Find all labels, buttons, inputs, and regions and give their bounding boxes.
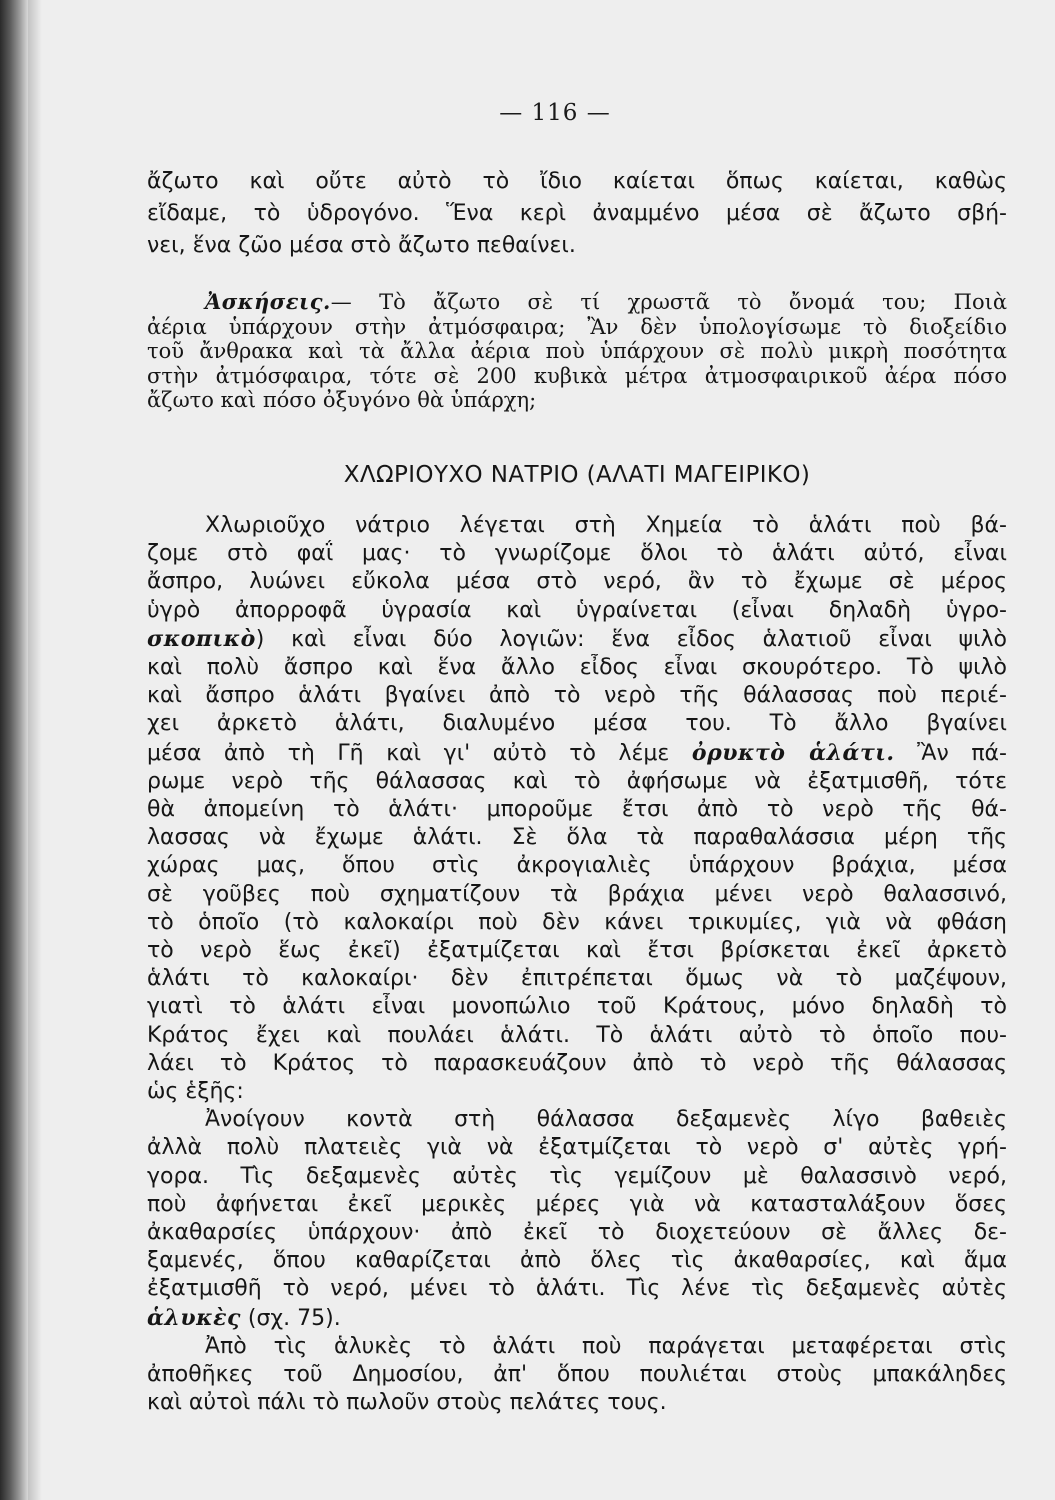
text-line: ξαμενές, ὅπου καθαρίζεται ἀπὸ ὅλες τὶς ἀκαθαρσίες, καὶ ἅμα (147, 1248, 1007, 1274)
text-line: λασσας νὰ ἔχωμε ἁλάτι. Σὲ ὅλα τὰ παραθαλάσσια μέρη τῆς (147, 825, 1007, 851)
text-line: χει ἀρκετὸ ἁλάτι, διαλυμένο μέσα του. Τὸ ἄλλο βγαίνει (147, 711, 1007, 737)
text-line: Ἀπὸ τὶς ἁλυκὲς τὸ ἁλάτι ποὺ παράγεται μεταφέρεται στὶς (205, 1333, 1007, 1359)
text-line: ὑγρὸ ἀπορροφᾶ ὑγρασία καὶ ὑγραίνεται (εἶναι δηλαδὴ ὑγρο- (147, 597, 1007, 623)
text-line: καὶ αὐτοὶ πάλι τὸ πωλοῦν στοὺς πελάτες τους. (147, 1390, 667, 1416)
text-line (147, 290, 1007, 315)
text-line (147, 1304, 1007, 1333)
text-line: ἀέρια ὑπάρχουν στὴν ἀτμόσφαιρα; Ἂν δὲν ὑπολογίσωμε τὸ διοξείδιο (147, 314, 1007, 339)
text-line: ζομε στὸ φαΐ μας· τὸ γνωρίζομε ὅλοι τὸ ἁλάτι αὐτό, εἶναι (147, 541, 1007, 567)
text-line: χώρας μας, ὅπου στὶς ἀκρογιαλιὲς ὑπάρχουν βράχια, μέσα (147, 853, 1007, 879)
text-line: τὸ νερὸ ἕως ἐκεῖ) ἐξατμίζεται καὶ ἔτσι βρίσκεται ἐκεῖ ἀρκετὸ (147, 938, 1007, 964)
text-fragment: Ἂν πά- (917, 740, 1007, 766)
text-line: ἄζωτο καὶ πόσο ὀξυγόνο θὰ ὑπάρχη; (147, 388, 537, 412)
term-hygroscopic: σκοπικὸ (147, 625, 256, 652)
exercises-paragraph (147, 290, 1007, 413)
text-line: Χλωριοῦχο νάτριο λέγεται στὴ Χημεία τὸ ἁλάτι ποὺ βά- (205, 513, 1007, 538)
text-line: τοῦ ἄνθρακα καὶ τὰ ἄλλα ἀέρια ποὺ ὑπάρχουν σὲ πολὺ μικρὴ ποσότητα (147, 339, 1007, 363)
text-line: ρωμε νερὸ τῆς θάλασσας καὶ τὸ ἀφήσωμε νὰ ἐξατμισθῆ, τότε (147, 768, 1007, 794)
text-line: Κράτος ἔχει καὶ πουλάει ἁλάτι. Τὸ ἁλάτι αὐτὸ τὸ ὁποῖο που- (147, 1022, 1007, 1048)
exercises-label: Ἀσκήσεις. (205, 290, 331, 314)
text-line: ποὺ ἀφήνεται ἐκεῖ μερικὲς μέρες γιὰ νὰ κατασταλάξουν ὅσες (147, 1191, 1007, 1217)
text-fragment: (σχ. 75). (247, 1305, 341, 1331)
text-line (147, 625, 1007, 654)
text-fragment: ) καὶ εἶναι δύο λογιῶν: ἕνα εἶδος ἁλατιοῦ εἶναι ψιλὸ (255, 626, 1007, 652)
text-line: ἀκαθαρσίες ὑπάρχουν· ἀπὸ ἐκεῖ τὸ διοχετεύουν σὲ ἄλλες δε- (147, 1220, 1007, 1246)
text-line: ἐξατμισθῆ τὸ νερό, μένει τὸ ἁλάτι. Τὶς λένε τὶς δεξαμενὲς αὐτὲς (147, 1276, 1007, 1302)
text-line: λάει τὸ Κράτος τὸ παρασκευάζουν ἀπὸ τὸ νερὸ τῆς θάλασσας (147, 1050, 1007, 1076)
text-line: θὰ ἀπομείνη τὸ ἁλάτι· μποροῦμε ἔτσι ἀπὸ τὸ νερὸ τῆς θά- (147, 797, 1007, 823)
term-salt-pans: ἁλυκὲς (147, 1304, 241, 1331)
text-line: καὶ ἄσπρο ἁλάτι βγαίνει ἀπὸ τὸ νερὸ τῆς θάλασσας ποὺ περιέ- (147, 683, 1007, 709)
text-line: καὶ πολὺ ἄσπρο καὶ ἕνα ἄλλο εἶδος εἶναι σκουρότερο. Τὸ ψιλὸ (147, 655, 1007, 681)
text-line: σὲ γοῦβες ποὺ σχηματίζουν τὰ βράχια μένει νερὸ θαλασσινό, (147, 881, 1007, 907)
section-title: ΧΛΩΡΙΟΥΧΟ ΝΑΤΡΙΟ (ΑΛΑΤΙ ΜΑΓΕΙΡΙΚΟ) (343, 462, 811, 488)
text-line: ἄσπρο, λυώνει εὔκολα μέσα στὸ νερό, ἂν τὸ ἔχωμε σὲ μέρος (147, 569, 1007, 595)
text-fragment: μέσα ἀπὸ τὴ Γῆ καὶ γι' αὐτὸ τὸ λέμε (147, 740, 670, 766)
intro-paragraph (147, 166, 1007, 262)
text-line: στὴν ἀτμόσφαιρα, τότε σὲ 200 κυβικὰ μέτρα ἀτμοσφαιρικοῦ ἀέρα πόσο (147, 363, 1007, 388)
text-line: ἁλάτι τὸ καλοκαίρι· δὲν ἐπιτρέπεται ὅμως νὰ τὸ μαζέψουν, (147, 966, 1007, 992)
text-line: γιατὶ τὸ ἁλάτι εἶναι μονοπώλιο τοῦ Κράτους, μόνο δηλαδὴ τὸ (147, 994, 1007, 1020)
exercises-first-line: — Τὸ ἄζωτο σὲ τί χρωστᾶ τὸ ὄνομά του; Ποιὰ (330, 290, 1007, 314)
text-line: εἴδαμε, τὸ ὑδρογόνο. Ἕνα κερὶ ἀναμμένο μέσα σὲ ἄζωτο σβή- (147, 201, 1007, 226)
text-line: νει, ἕνα ζῶο μέσα στὸ ἄζωτο πεθαίνει. (147, 233, 576, 258)
body-text (147, 512, 1007, 1418)
text-line: γορα. Τὶς δεξαμενὲς αὐτὲς τὶς γεμίζουν μὲ θαλασσινὸ νερό, (147, 1163, 1007, 1189)
text-line (147, 739, 1007, 768)
book-spine (0, 0, 28, 1500)
text-line: ἄζωτο καὶ οὔτε αὐτὸ τὸ ἴδιο καίεται ὅπως καίεται, καθὼς (147, 169, 1007, 194)
term-rock-salt: ὀρυκτὸ ἁλάτι. (691, 739, 895, 766)
text-line: τὸ ὁποῖο (τὸ καλοκαίρι ποὺ δὲν κάνει τρικυμίες, γιὰ νὰ φθάση (147, 909, 1007, 935)
text-line: ὡς ἑξῆς: (147, 1079, 244, 1105)
text-line: ἀλλὰ πολὺ πλατειὲς γιὰ νὰ ἐξατμίζεται τὸ νερὸ σ' αὐτὲς γρή- (147, 1135, 1007, 1161)
page-number: — 116 — (499, 100, 611, 126)
page-fold-shadow (28, 0, 42, 1500)
text-line: Ἀνοίγουν κοντὰ στὴ θάλασσα δεξαμενὲς λίγο βαθειὲς (205, 1107, 1007, 1133)
text-line: ἀποθῆκες τοῦ Δημοσίου, ἀπ' ὅπου πουλιέται στοὺς μπακάληδες (147, 1362, 1007, 1388)
